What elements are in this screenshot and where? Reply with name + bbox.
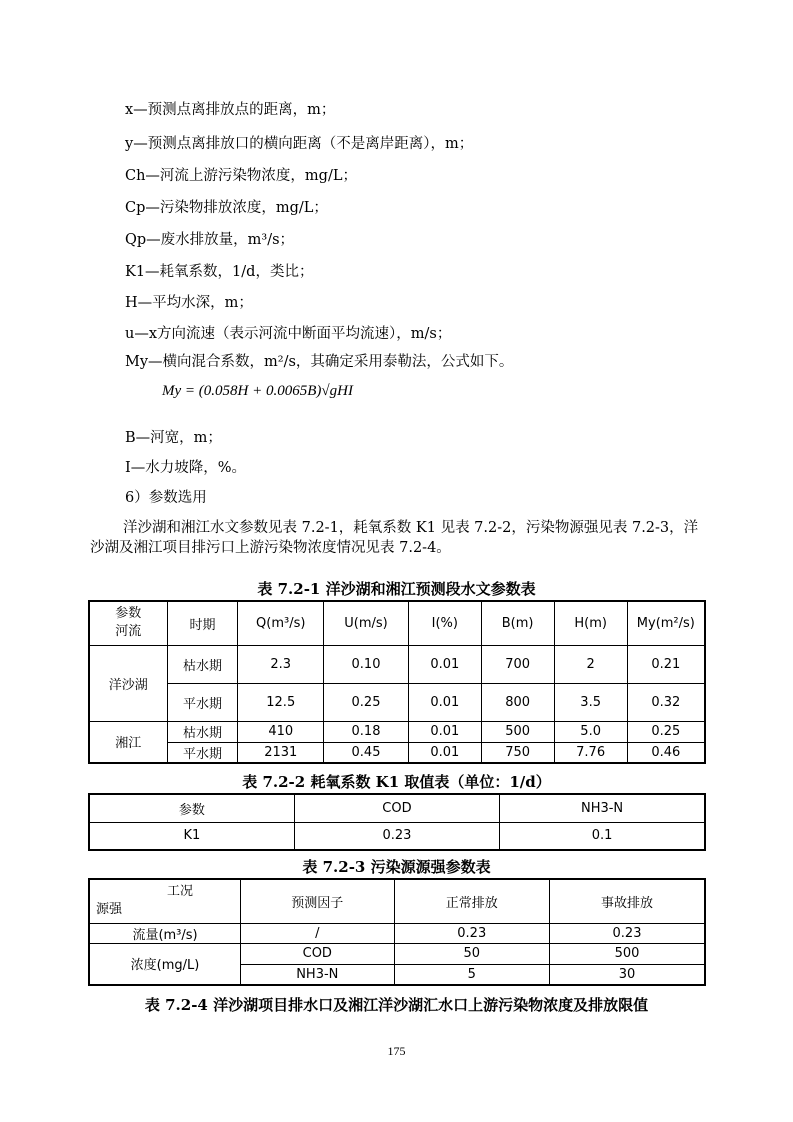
table-cell: 0.45 [324, 742, 409, 763]
table-cell: 0.46 [627, 742, 705, 763]
table1-corner-cell [89, 601, 167, 645]
definition-qp: Qp—废水排放量，m³/s； [125, 232, 295, 248]
table-cell: 50 [394, 943, 549, 964]
body-paragraph: 洋沙湖和湘江水文参数见表 7.2-1，耗氧系数 K1 见表 7.2-2，污染物源强见表 7.2-3，洋沙湖及湘江项目排污口上游污染物浓度情况见表 7.2-4。 [90, 520, 699, 556]
definition-x: x—预测点离排放点的距离，m； [125, 102, 336, 118]
river-name-cell: 洋沙湖 [89, 645, 167, 721]
definition-i: I—水力坡降，%。 [125, 460, 247, 476]
table-row [89, 923, 705, 943]
table1-header: Q(m³/s) [238, 601, 324, 645]
table3-header: 预测因子 [241, 879, 394, 923]
corner-bottom-label: 源强 [96, 902, 123, 918]
table-cell: 0.01 [408, 683, 481, 721]
table-cell: COD [241, 943, 394, 964]
table-row [89, 943, 705, 964]
table-cell: 0.10 [324, 645, 409, 683]
table-row [89, 721, 705, 742]
table-cell: 0.21 [627, 645, 705, 683]
table-row [89, 683, 705, 721]
table-cell: 800 [481, 683, 554, 721]
table2-oxygen-coefficient [88, 793, 706, 851]
table-cell: / [241, 923, 394, 943]
table-cell: 410 [238, 721, 324, 742]
section-heading: 6）参数选用 [125, 490, 207, 506]
page-number: 175 [387, 1044, 406, 1058]
table-cell: 30 [550, 964, 706, 985]
table-cell: 5.0 [554, 721, 627, 742]
table3-header-row [89, 879, 705, 923]
table-row [89, 742, 705, 763]
table3-header: 正常排放 [394, 879, 549, 923]
table1-hydrology [88, 600, 706, 764]
table-cell: K1 [89, 822, 294, 850]
table1-header: U(m/s) [324, 601, 409, 645]
table-cell: 0.01 [408, 742, 481, 763]
table4-caption: 表 7.2-4 洋沙湖项目排水口及湘江洋沙湖汇水口上游污染物浓度及排放限值 [144, 996, 649, 1014]
river-name-cell: 湘江 [89, 721, 167, 763]
table-cell: 0.1 [500, 822, 705, 850]
table-cell: 0.23 [394, 923, 549, 943]
table1-header: B(m) [481, 601, 554, 645]
definition-cp: Cp—污染物排放浓度，mg/L； [125, 200, 328, 216]
table-cell: 2131 [238, 742, 324, 763]
definition-my: My—横向混合系数，m²/s，其确定采用泰勒法，公式如下。 [125, 354, 514, 370]
table2-header: NH3-N [500, 794, 705, 822]
table-cell: 7.76 [554, 742, 627, 763]
definition-u: u—x方向流速（表示河流中断面平均流速），m/s； [125, 326, 452, 342]
corner-top-label: 参数 [115, 606, 142, 622]
table1-header: My(m²/s) [627, 601, 705, 645]
table-cell: 枯水期 [167, 721, 238, 742]
table-cell: 枯水期 [167, 645, 238, 683]
corner-top-label: 工况 [167, 884, 194, 900]
table1-caption: 表 7.2-1 洋沙湖和湘江预测段水文参数表 [257, 580, 536, 598]
definition-k1: K1—耗氧系数，1/d，类比； [125, 264, 314, 280]
table1-header: 时期 [167, 601, 238, 645]
table-cell: 500 [481, 721, 554, 742]
table-row [89, 645, 705, 683]
table2-header-row [89, 794, 705, 822]
table2-caption: 表 7.2-2 耗氧系数 K1 取值表（单位：1/d） [242, 773, 551, 791]
table3-caption: 表 7.2-3 污染源源强参数表 [302, 858, 491, 876]
table1-header: H(m) [554, 601, 627, 645]
table-cell: 2.3 [238, 645, 324, 683]
definition-y: y—预测点离排放口的横向距离（不是离岸距离），m； [125, 136, 474, 152]
table3-source-strength [88, 878, 706, 986]
table-cell: 0.18 [324, 721, 409, 742]
concentration-label-cell: 浓度(mg/L) [89, 943, 241, 985]
table-cell: 2 [554, 645, 627, 683]
table-cell: 0.23 [294, 822, 499, 850]
table-cell: 750 [481, 742, 554, 763]
table3-header: 事故排放 [550, 879, 706, 923]
table-cell: 0.01 [408, 645, 481, 683]
table-row [89, 822, 705, 850]
table-cell: 0.25 [324, 683, 409, 721]
definition-h: H—平均水深，m； [125, 295, 253, 311]
corner-bottom-label: 河流 [115, 624, 142, 640]
table-cell: 平水期 [167, 683, 238, 721]
definition-b: B—河宽，m； [125, 430, 222, 446]
table2-header: 参数 [89, 794, 294, 822]
table-cell: 12.5 [238, 683, 324, 721]
table-cell: 0.25 [627, 721, 705, 742]
table-cell: 平水期 [167, 742, 238, 763]
table-cell: 流量(m³/s) [89, 923, 241, 943]
table-cell: NH3-N [241, 964, 394, 985]
table2-header: COD [294, 794, 499, 822]
table-cell: 700 [481, 645, 554, 683]
table1-header-row [89, 601, 705, 645]
formula-my: My = (0.058H + 0.0065B)√gHI [162, 383, 353, 399]
definition-ch: Ch—河流上游污染物浓度，mg/L； [125, 168, 357, 184]
table1-header: I(%) [408, 601, 481, 645]
table-cell: 3.5 [554, 683, 627, 721]
table3-corner-cell [89, 879, 241, 923]
table-cell: 500 [550, 943, 706, 964]
table-cell: 0.32 [627, 683, 705, 721]
table-cell: 0.23 [550, 923, 706, 943]
table-cell: 5 [394, 964, 549, 985]
table-cell: 0.01 [408, 721, 481, 742]
